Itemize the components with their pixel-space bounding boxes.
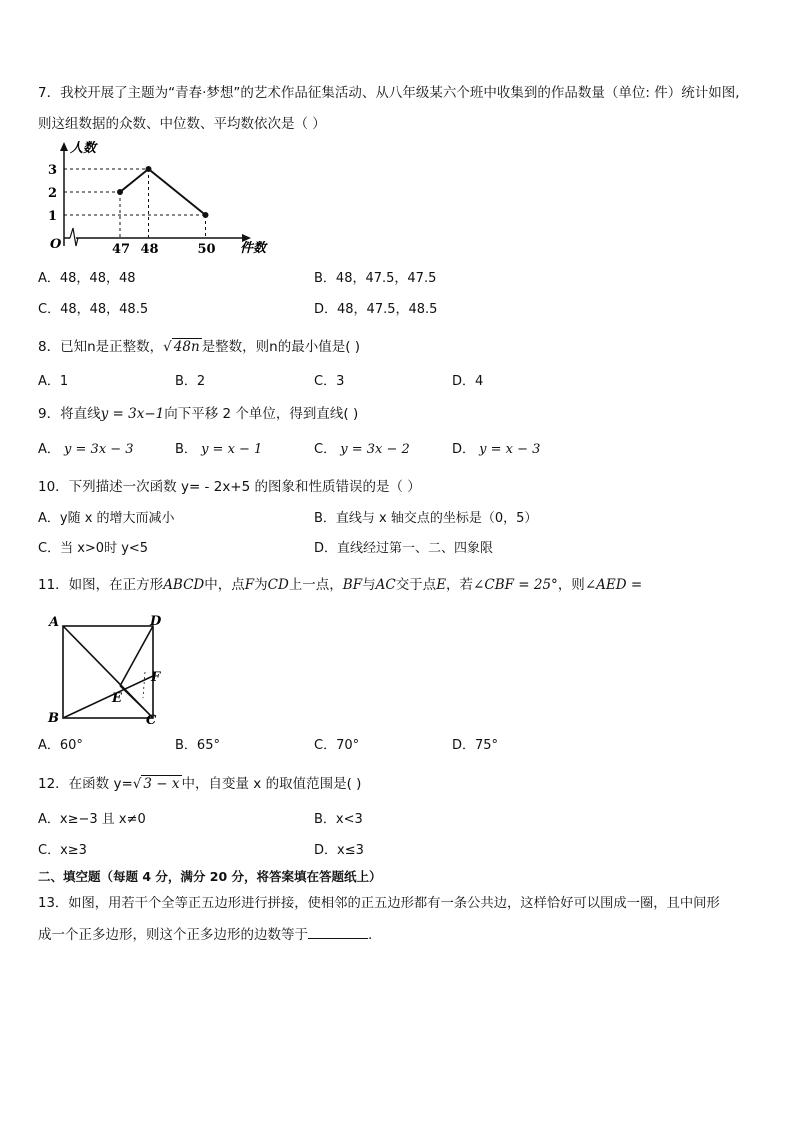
q9-stem xyxy=(38,405,358,423)
q11-option-a[interactable]: A．60° xyxy=(38,738,83,753)
label-a: A xyxy=(49,615,60,630)
q11-option-c[interactable]: C．70° xyxy=(314,738,360,753)
q8-option-d[interactable]: D．4 xyxy=(452,374,484,389)
q8-option-a[interactable]: A．1 xyxy=(38,374,69,389)
label-e: E xyxy=(112,691,122,706)
q9-stem-pre: 9．将直线 xyxy=(38,406,101,422)
q8-option-b[interactable]: B．2 xyxy=(175,374,206,389)
axis-break-mark xyxy=(70,228,78,246)
q8-radicand: 48n xyxy=(173,339,200,355)
label-d: D xyxy=(150,614,162,629)
series-line xyxy=(120,169,206,215)
q7-option-c[interactable]: C．48，48，48.5 xyxy=(38,302,149,317)
q8-radical: √ 48n xyxy=(163,339,200,355)
q11-given-angle: ∠CBF = 25° xyxy=(473,577,558,593)
y-tick-label-1: 1 xyxy=(48,209,58,224)
q13-answer-blank[interactable] xyxy=(308,926,368,939)
section-heading-fill-in: 二、填空题（每题 4 分，满分 20 分，将答案填在答题纸上） xyxy=(38,869,382,884)
q10-stem: 10．下列描述一次函数 y= - 2x+5 的图象和性质错误的是（ ） xyxy=(38,479,421,495)
q9-option-d-math: y = x − 3 xyxy=(479,442,541,457)
origin-label: O xyxy=(50,237,62,252)
q11-option-d[interactable]: D．75° xyxy=(452,738,499,753)
segment-de xyxy=(120,626,153,686)
q8-stem-post: 是整数，则n的最小值是( ) xyxy=(201,339,361,355)
q11-asked-angle: ∠AED = xyxy=(584,577,643,593)
q12-option-a[interactable]: A．x≥−3 且 x≠0 xyxy=(38,812,146,827)
q10-option-c[interactable]: C．当 x>0时 y<5 xyxy=(38,541,149,556)
y-axis-arrow xyxy=(60,142,68,151)
q11-option-b[interactable]: B．65° xyxy=(175,738,220,753)
label-b: B xyxy=(48,711,59,726)
q7-option-a[interactable]: A．48，48，48 xyxy=(38,271,136,286)
q9-option-a[interactable]: A． y = 3x − 3 xyxy=(38,442,134,457)
q12-option-d[interactable]: D．x≤3 xyxy=(314,843,364,858)
dashed-mark xyxy=(143,672,145,698)
x-tick-label-47: 47 xyxy=(112,242,131,257)
y-tick-label-3: 3 xyxy=(48,163,58,178)
segment-bf xyxy=(63,676,153,718)
q10-option-a[interactable]: A．y随 x 的增大而减小 xyxy=(38,511,175,526)
q12-radicand: 3 − x xyxy=(143,776,180,792)
q7-stem-line2: 则这组数据的众数、中位数、平均数依次是（ ） xyxy=(38,116,326,132)
q9-equation: y = 3x−1 xyxy=(100,406,165,422)
q9-stem-post: 向下平移 2 个单位，得到直线( ) xyxy=(164,406,359,422)
q10-option-d[interactable]: D．直线经过第一、二、四象限 xyxy=(314,541,494,556)
q13-line2: 成一个正多边形，则这个正多边形的边数等于 . xyxy=(38,927,373,943)
x-tick-label-48: 48 xyxy=(140,242,159,257)
q8-option-c[interactable]: C．3 xyxy=(314,374,345,389)
data-point-50 xyxy=(203,212,209,218)
q12-option-c[interactable]: C．x≥3 xyxy=(38,843,87,858)
q7-line-chart xyxy=(40,138,280,260)
q12-option-b[interactable]: B．x<3 xyxy=(314,812,363,827)
q9-option-c[interactable]: C． y = 3x − 2 xyxy=(314,442,410,457)
q12-stem: 12．在函数 y=√ 3 − x 中，自变量 x 的取值范围是( ) xyxy=(38,776,362,792)
q11-square-figure xyxy=(40,610,180,732)
q12-radical: √ 3 − x xyxy=(132,776,180,792)
q7-stem-line1: 7．我校开展了主题为“青春·梦想”的艺术作品征集活动、从八年级某六个班中收集到的作品数量（单位: 件）统计如图, xyxy=(38,85,740,101)
q8-stem-pre: 8．已知n是正整数， xyxy=(38,339,164,355)
x-axis-label: 件数 xyxy=(240,241,267,256)
x-tick-label-50: 50 xyxy=(197,242,216,257)
q13-line1: 13．如图，用若干个全等正五边形进行拼接，使相邻的正五边形都有一条公共边，这样恰好可以围成一圈，且中间形 xyxy=(38,896,720,911)
data-point-48 xyxy=(146,166,152,172)
q9-option-b-math: y = x − 1 xyxy=(201,442,263,457)
q9-option-c-math: y = 3x − 2 xyxy=(340,442,410,457)
q9-option-a-math: y = 3x − 3 xyxy=(64,442,134,457)
q7-option-b[interactable]: B．48，47.5，47.5 xyxy=(314,271,437,286)
label-f: F xyxy=(151,670,161,685)
q9-option-d[interactable]: D． y = x − 3 xyxy=(452,442,541,457)
q10-option-b[interactable]: B．直线与 x 轴交点的坐标是（0，5） xyxy=(314,511,538,526)
q8-stem xyxy=(38,338,360,356)
label-c: C xyxy=(146,713,157,728)
data-point-47 xyxy=(117,189,123,195)
q11-stem: 11．如图，在正方形ABCD中，点F为CD上一点，BF与AC交于点E，若∠CBF = 25°，则∠AED = xyxy=(38,577,643,593)
y-axis-label: 人数 xyxy=(70,141,97,156)
q7-option-d[interactable]: D．48，47.5，48.5 xyxy=(314,302,438,317)
y-tick-label-2: 2 xyxy=(48,186,58,201)
q9-option-b[interactable]: B． y = x − 1 xyxy=(175,442,263,457)
